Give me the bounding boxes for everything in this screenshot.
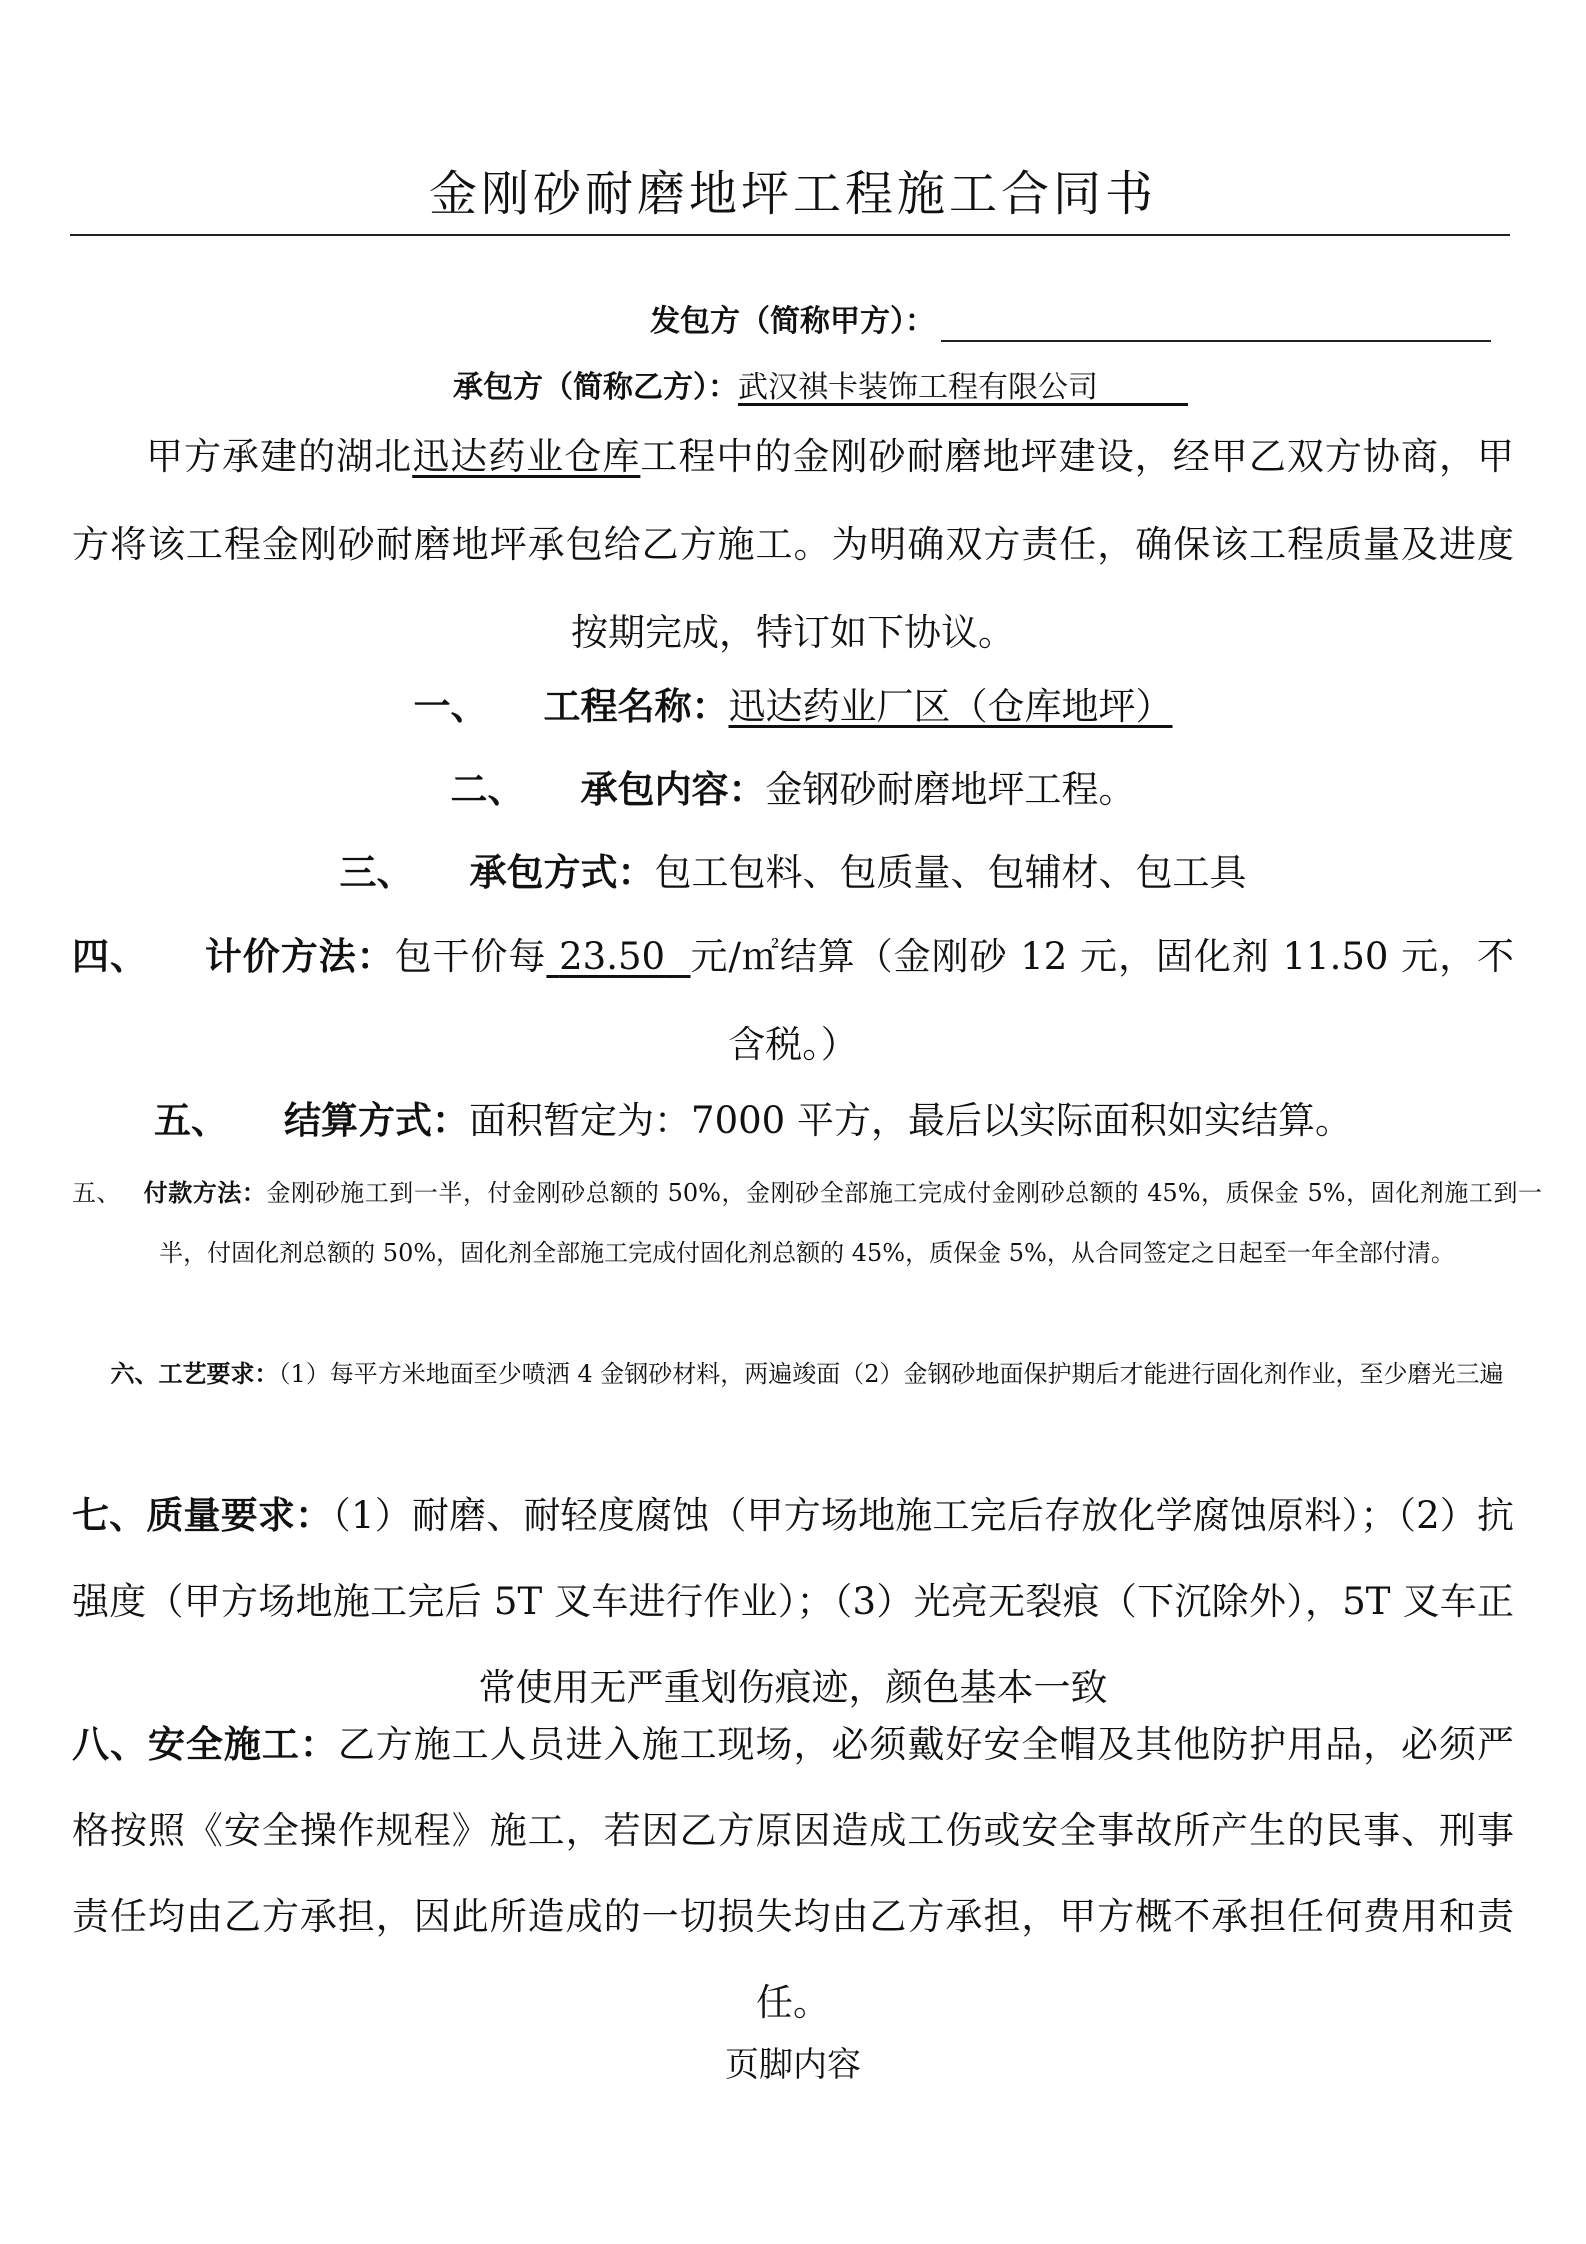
party-a-blank — [941, 310, 1491, 342]
quality-clause — [72, 1472, 1514, 1731]
page-footer: 页脚内容 — [725, 2045, 861, 2085]
party-b-line — [453, 368, 1188, 408]
intro-pre: 甲方承建的湖北 — [146, 435, 413, 478]
payment-clause — [72, 1163, 1542, 1283]
item-value: 面积暂定为：7000 平方，最后以实际面积如实结算。 — [469, 1099, 1352, 1142]
intro-project: 迅达药业仓库 — [412, 435, 641, 478]
price-value: 23.50 — [559, 935, 666, 978]
item-label: 计价方法： — [203, 934, 395, 978]
party-b-underline-tail — [1098, 370, 1188, 405]
party-b-name: 武汉祺卡装饰工程有限公司 — [738, 370, 1098, 405]
craft-label: 六、工艺要求： — [110, 1359, 279, 1388]
item-label: 承包内容： — [580, 767, 766, 811]
pricing-price — [546, 935, 690, 978]
item-number: 四、 — [72, 934, 148, 978]
intro-paragraph — [72, 413, 1514, 677]
item-pricing — [72, 912, 1514, 1089]
item-value: 迅达药业厂区（仓库地坪） — [728, 685, 1173, 728]
item-label: 承包方式： — [469, 850, 655, 894]
title-divider — [70, 234, 1510, 236]
safety-text: 乙方施工人员进入施工现场，必须戴好安全帽及其他防护用品，必须严格按照《安全操作规程》施工，若因乙方原因造成工伤或安全事故所产生的民事、刑事责任均由乙方承担，因此所造成的一切损失均由乙方承担，甲方概不承担任何费用和责任。 — [72, 1723, 1514, 2024]
pricing-pre: 包干价每 — [394, 935, 547, 978]
item-project-name — [0, 676, 1586, 737]
pricing-post: 元/㎡结算（金刚砂 12 元，固化剂 11.50 元，不含税。） — [690, 935, 1515, 1066]
item-number: 五、 — [154, 1098, 229, 1142]
payment-text: 金刚砂施工到一半，付金刚砂总额的 50%，金刚砂全部施工完成付金刚砂总额的 45%，质保金 5%，固化剂施工到一半，付固化剂总额的 50%，固化剂全部施工完成付固化剂总额的 45%，质保金 5%，从合同签定之日起至一年全部付清。 — [159, 1179, 1543, 1267]
quality-label: 七、质量要求： — [72, 1493, 333, 1537]
item-settlement — [0, 1090, 1546, 1151]
intro-post: 工程中的金刚砂耐磨地坪建设，经甲乙双方协商，甲方将该工程金刚砂耐磨地坪承包给乙方施工。为明确双方责任，确保该工程质量及进度按期完成，特订如下协议。 — [72, 435, 1515, 654]
payment-label: 付款方法： — [143, 1178, 267, 1207]
craft-clause — [72, 1344, 1542, 1404]
party-b-label: 承包方（简称乙方）： — [453, 370, 738, 405]
party-a-label: 发包方（简称甲方）： — [650, 304, 935, 339]
item-value: 金钢砂耐磨地坪工程。 — [765, 768, 1136, 811]
item-method — [0, 842, 1586, 903]
quality-text: （1）耐磨、耐轻度腐蚀（甲方场地施工完后存放化学腐蚀原料）；（2）抗强度（甲方场地施工完后 5T 叉车进行作业）；（3）光亮无裂痕（下沉除外），5T 叉车正常使用无严重划伤痕迹，颜色基本一致 — [72, 1494, 1514, 1709]
item-label: 工程名称： — [543, 684, 729, 728]
payment-number: 五、 — [72, 1179, 122, 1207]
safety-clause — [72, 1701, 1514, 2046]
item-number: 二、 — [450, 767, 525, 811]
party-a-line — [650, 302, 1491, 342]
item-scope — [0, 759, 1586, 820]
item-label: 结算方式： — [284, 1098, 470, 1142]
document-title: 金刚砂耐磨地坪工程施工合同书 — [428, 166, 1157, 222]
item-value: 包工包料、包质量、包辅材、包工具 — [654, 851, 1247, 894]
item-number: 三、 — [339, 850, 414, 894]
item-number: 一、 — [413, 684, 488, 728]
safety-label: 八、安全施工： — [72, 1722, 338, 1766]
craft-text: （1）每平方米地面至少喷洒 4 金钢砂材料，两遍竣面（2）金钢砂地面保护期后才能进行固化剂作业，至少磨光三遍 — [278, 1360, 1504, 1388]
